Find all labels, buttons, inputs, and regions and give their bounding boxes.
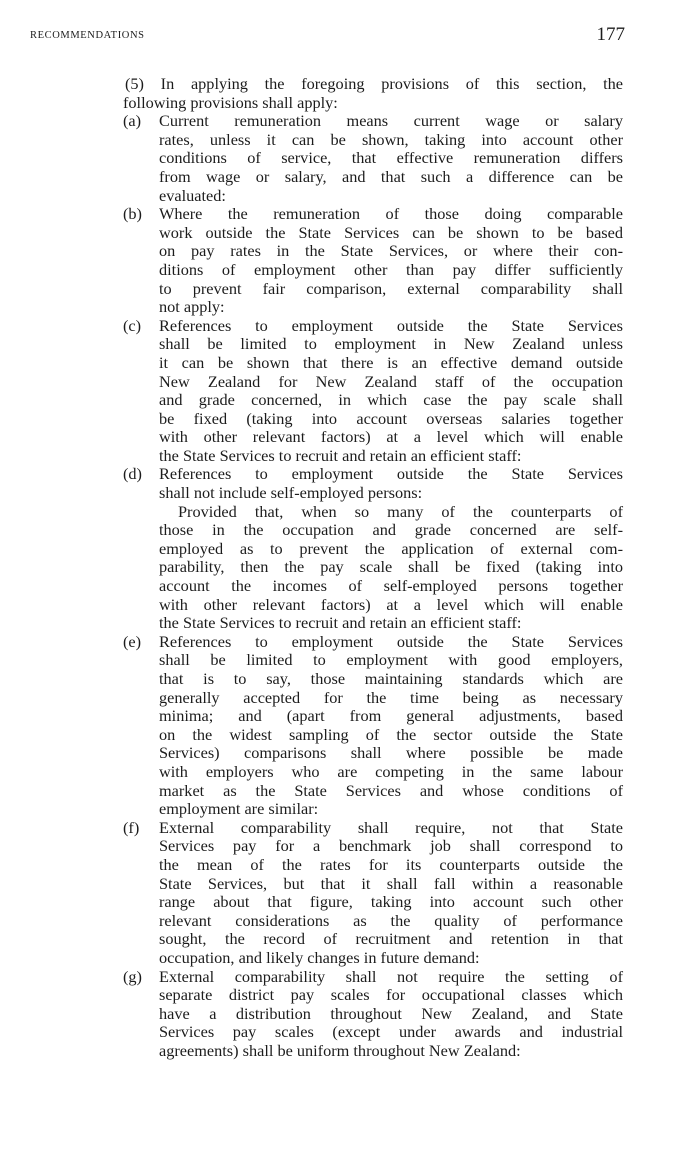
body-text — [101, 75, 623, 1060]
clause-text-line: the mean of the rates for its counterparts outside the — [159, 854, 623, 874]
proviso-text-line: those in the occupation and grade concerned are self- — [159, 520, 623, 540]
clause-text-line: market as the State Services and whose conditions of — [159, 780, 623, 800]
clause-text-line: occupation, and likely changes in future demand: — [159, 947, 480, 967]
clause-text-line: and grade concerned, in which case the pay scale shall — [159, 390, 623, 410]
clause-d — [101, 465, 623, 502]
clause-text-line: conditions of service, that effective remuneration differs — [159, 148, 623, 168]
clause-text-line: separate district pay scales for occupational classes which — [159, 985, 623, 1005]
clause-e — [101, 633, 623, 819]
clause-text-line: from wage or salary, and that such a difference can be — [159, 166, 623, 186]
clause-a — [101, 112, 623, 205]
clause-label: (e) — [123, 631, 142, 651]
clause-text-line: be fixed (taking into account overseas salaries together — [159, 408, 623, 428]
page-number: 177 — [596, 24, 625, 45]
running-header — [30, 24, 625, 54]
clause-text-line: with employers who are competing in the same labour — [159, 761, 623, 781]
clause-text-line: References to employment outside the State Services — [159, 315, 623, 335]
clause-text-line: Where the remuneration of those doing comparable — [159, 204, 623, 224]
clause-text-line: not apply: — [159, 297, 225, 317]
clause-text-line: State Services, but that it shall fall within a reasonable — [159, 873, 623, 893]
clause-label: (g) — [123, 966, 142, 986]
clause-b — [101, 205, 623, 317]
clause-text-line: relevant considerations as the quality of performance — [159, 910, 623, 930]
proviso-text-line: parability, then the pay scale shall be fixed (taking into — [159, 557, 623, 577]
clause-text-line: Current remuneration means current wage or salary — [159, 111, 623, 131]
proviso-text-line: with other relevant factors) at a level which will enable — [159, 594, 623, 614]
clause-text-line: on the widest sampling of the sector outside the State — [159, 724, 623, 744]
clause-text-line: employment are similar: — [159, 799, 319, 819]
intro-paragraph — [101, 75, 623, 112]
running-title: RECOMMENDATIONS — [30, 30, 145, 41]
clause-text-line: generally accepted for the time being as necessary — [159, 687, 623, 707]
clause-text-line: sought, the record of recruitment and retention in that — [159, 929, 623, 949]
clause-text-line: range about that figure, taking into account such other — [159, 892, 623, 912]
clause-text-line: shall be limited to employment with good employers, — [159, 650, 623, 670]
clause-text-line: ditions of employment other than pay differ sufficiently — [159, 259, 623, 279]
clause-g — [101, 968, 623, 1061]
clause-text-line: shall be limited to employment in New Zealand unless — [159, 334, 623, 354]
proviso-text-line: Provided that, when so many of the counterparts of — [178, 501, 623, 521]
clause-label: (a) — [123, 111, 142, 131]
clause-text-line: References to employment outside the State Services — [159, 464, 623, 484]
clause-f — [101, 819, 623, 968]
clause-text-line: work outside the State Services can be shown to be based — [159, 222, 623, 242]
intro-line-2: following provisions shall apply: — [123, 92, 338, 112]
clause-text-line: External comparability shall require, not that State — [159, 817, 623, 837]
clause-text-line: agreements) shall be uniform throughout New Zealand: — [159, 1040, 521, 1060]
clause-text-line: References to employment outside the State Services — [159, 631, 623, 651]
clause-text-line: New Zealand for New Zealand staff of the occupation — [159, 371, 623, 391]
clause-text-line: have a distribution throughout New Zealand, and State — [159, 1003, 623, 1023]
clause-label: (b) — [123, 204, 142, 224]
proviso-paragraph — [101, 503, 623, 633]
intro-line-1: (5) In applying the foregoing provisions of this section, the — [125, 74, 623, 93]
clause-text-line: on pay rates in the State Services, or where their con- — [159, 241, 623, 261]
clause-c — [101, 317, 623, 466]
clause-text-line: shall not include self-employed persons: — [159, 483, 423, 503]
proviso-text-line: account the incomes of self-employed persons together — [159, 576, 623, 596]
clause-text-line: Services) comparisons shall where possible be made — [159, 743, 623, 763]
clause-text-line: Services pay for a benchmark job shall correspond to — [159, 836, 623, 856]
clause-label: (c) — [123, 315, 142, 335]
clause-text-line: minima; and (apart from general adjustments, based — [159, 706, 623, 726]
clause-label: (d) — [123, 464, 142, 484]
clause-text-line: the State Services to recruit and retain an efficient staff: — [159, 445, 522, 465]
clause-text-line: Services pay scales (except under awards and industrial — [159, 1022, 623, 1042]
clause-text-line: that is to say, those maintaining standards which are — [159, 669, 623, 688]
proviso-text-line: the State Services to recruit and retain an efficient staff: — [159, 613, 522, 633]
clause-text-line: to prevent fair comparison, external comparability shall — [159, 278, 623, 298]
clause-text-line: it can be shown that there is an effective demand outside — [159, 352, 623, 372]
clause-text-line: with other relevant factors) at a level which will enable — [159, 427, 623, 447]
proviso-text-line: employed as to prevent the application of external com- — [159, 538, 623, 558]
clause-label: (f) — [123, 817, 140, 837]
clause-text-line: evaluated: — [159, 185, 226, 205]
clause-text-line: External comparability shall not require the setting of — [159, 966, 623, 986]
clause-list — [101, 112, 623, 1060]
clause-text-line: rates, unless it can be shown, taking into account other — [159, 129, 623, 149]
